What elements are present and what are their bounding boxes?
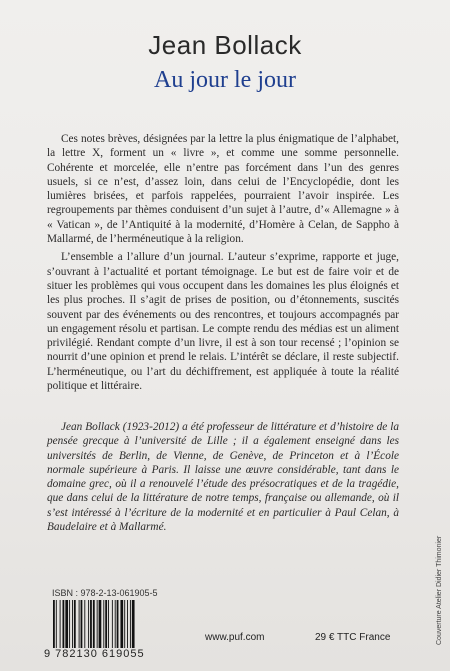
isbn: ISBN : 978-2-13-061905-5 [52,588,158,598]
blurb [47,132,399,397]
author-bio-text: Jean Bollack (1923-2012) a été professeur de littérature et d’histoire de la pensée grecque à l’université de Lille ; il a également enseigné dans les universités de Berlin, de Vienne, de Genève, de Princeton et à l’École normale supérieure à Paris. Il laisse une œuvre considérable, tant dans le domaine grec, où il a renouvelé l’étude des présocratiques et de la tragédie, que dans celui de la littérature de notre temps, française ou allemande, où il s’est intéressé à l’écriture de la modernité et en particulier à Paul Celan, à Baudelaire et à Mallarmé. [47,421,399,534]
cover-credit: Couverture Atelier Didier Thimonier [436,535,443,645]
barcode-digits: 9 782130 619055 [44,648,145,660]
publisher-website: www.puf.com [205,632,265,643]
blurb-paragraph-1: Ces notes brèves, désignées par la lettre la plus énigmatique de l’alphabet, la lettre X, forment un « livre », et comme une somme personnelle. Cohérente et morcelée, elle n’entre pas forcément dans l’un des genres usuels, si ce n’est, d’assez loin, dans celui de l’Encyclopédie, dont les lumières brisées, et parfois rappelées, pourraient l’avoir inspirée. Les regroupements par thèmes conduisent d’un sujet à l’autre, d’« Allemagne » à « Vatican », de l’Antiquité à la modernité, d’Homère à Celan, de Sappho à Mallarmé, de l’herméneutique à la religion. [47,133,399,246]
author-name: Jean Bollack [148,30,302,60]
book-title: Au jour le jour [154,67,296,93]
barcode-icon [52,600,174,648]
price: 29 € TTC France [315,632,391,643]
author-bio [47,420,399,534]
blurb-paragraph-2: L’ensemble a l’allure d’un journal. L’auteur s’exprime, rapporte et juge, s’ouvrant à l’actualité et portant témoignage. Le but est de faire voir et de situer les problèmes qui vous occupent dans les domaines les plus éloignés et les plus proches. Il s’agit de prises de position, ou d’étonnements, suscités souvent par des événements ou des rencontres, et toujours accompagnés par un engagement résolu et partisan. Le compte rendu des médias est un aliment privilégié. Rendant compte d’un livre, il est à son tour recensé ; l’opinion se nourrit d’une opinion et prend le relais. L’intérêt se déclare, il reste subjectif. L’herméneutique, ou l’art du déchiffrement, est appliquée à toute la réalité politique et littéraire. [47,251,399,393]
